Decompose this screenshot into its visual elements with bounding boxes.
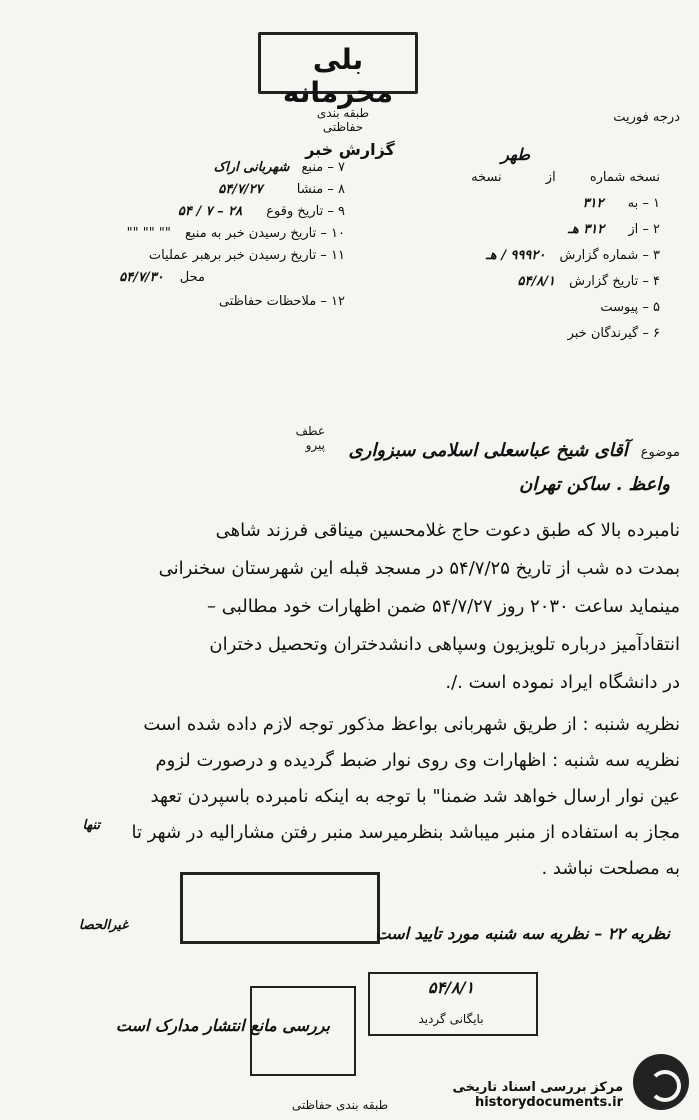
- field-7: ۷ – منبع شهربانی اراک: [213, 160, 345, 175]
- field-1: ۱ – به ۳۱۲: [582, 196, 660, 211]
- field-6: ۶ – گیرندگان خبر: [567, 326, 660, 341]
- opinions-block: [40, 714, 680, 894]
- watermark-fa: مرکز بررسی اسناد تاریخی: [452, 1080, 623, 1095]
- field-copy-number: نسخه شماره از نسخه: [471, 170, 660, 185]
- body-line: در دانشگاه ایراد نموده است ./.: [445, 672, 680, 693]
- handwritten-signature-right: غیرالحصا: [78, 918, 128, 933]
- archive-logo-icon: [633, 1054, 689, 1110]
- field-11: ۱۱ – تاریخ رسیدن خبر برهبر عملیات: [148, 248, 345, 263]
- opinion-line: مجاز به استفاده از منبر میباشد بنظرمیرسد منبر رفتن مشارالیه در شهر تا: [131, 822, 680, 843]
- opinion-line: نظریه سه شنبه : اظهارات وی روی نوار ضبط گردیده و درصورت لزوم: [155, 750, 680, 771]
- field-8: ۸ – منشا ۵۴/۷/۲۷: [218, 182, 345, 197]
- field-11-location: محل ۵۴/۷/۳۰: [119, 270, 205, 285]
- opinion-line: به مصلحت نباشد .: [541, 858, 680, 879]
- subject-line: [60, 440, 680, 461]
- body-text: [40, 520, 680, 710]
- field-3: ۳ – شماره گزارش ۹۹۹۲۰ / هـ: [486, 248, 660, 263]
- body-line: بمدت ده شب از تاریخ ۵۴/۷/۲۵ در مسجد قبله این شهرستان سخنرانی: [158, 558, 680, 579]
- classification-note: طبقه بندی حفاظتی: [316, 106, 370, 134]
- field-9: ۹ – تاریخ وقوع ۲۸ – ۷ / ۵۴: [177, 204, 345, 219]
- classification-stamp-text: بلی محرمانه: [282, 43, 394, 109]
- handwritten-annotation-top: طهر: [501, 145, 530, 164]
- subject-line-2: واعظ . ساکن تهران: [519, 474, 670, 495]
- handwritten-bottom-note: بررسی مانع انتشار مدارک است: [115, 1016, 330, 1035]
- archive-stamp-box: [368, 972, 538, 1036]
- archive-stamp-note: بایگانی گردید: [418, 1012, 484, 1026]
- subject-label: موضوع: [640, 445, 680, 460]
- opinion-line: عین نوار ارسال خواهد شد ضمنا" با توجه به اینکه نامبرده باسپردن تعهد: [150, 786, 680, 807]
- archive-stamp-numbers: ۵۴/۸/۱: [427, 978, 475, 997]
- watermark-url: historydocuments.ir: [474, 1095, 623, 1110]
- body-line: انتقادآمیز درباره تلویزیون وسپاهی دانشدختران وتحصیل دختران: [209, 634, 680, 655]
- report-title: گزارش خبر: [305, 140, 395, 159]
- body-line: نامبرده بالا که طبق دعوت حاج غلامحسین میناقی فرزند شاهی: [215, 520, 680, 541]
- field-2: ۲ – از ۳۱۲ هـ: [568, 222, 660, 237]
- margin-note: تنها: [82, 818, 100, 833]
- priority-label: درجه فوریت: [613, 110, 680, 125]
- left-field-block: [55, 160, 345, 316]
- field-5: ۵ – پیوست: [600, 300, 660, 315]
- body-line: مینماید ساعت ۲۰۳۰ روز ۵۴/۷/۲۷ ضمن اظهارات خود مطالبی –: [207, 596, 680, 617]
- opinion-line: نظریه شنبه : از طریق شهربانی بواعظ مذکور توجه لازم داده شده است: [143, 714, 680, 735]
- footer-classification-note: طبقه بندی حفاظتی: [291, 1098, 389, 1112]
- handwritten-opinion-22: نظریه ۲۲ – نظریه سه شنبه مورد تایید است: [375, 924, 670, 943]
- field-12: ۱۲ – ملاحظات حفاظتی: [218, 294, 345, 309]
- right-field-block: [400, 170, 660, 352]
- subject-insertion: عطف پیرو: [295, 424, 325, 452]
- field-4: ۴ – تاریخ گزارش ۵۴/۸/۱: [517, 274, 660, 289]
- field-10: ۱۰ – تاریخ رسیدن خبر به منبع "" "" "": [126, 226, 345, 241]
- subject-text: آقای شیخ عباسعلی اسلامی سبزواری: [348, 440, 628, 461]
- classification-stamp: [258, 32, 418, 109]
- watermark: [453, 1080, 624, 1110]
